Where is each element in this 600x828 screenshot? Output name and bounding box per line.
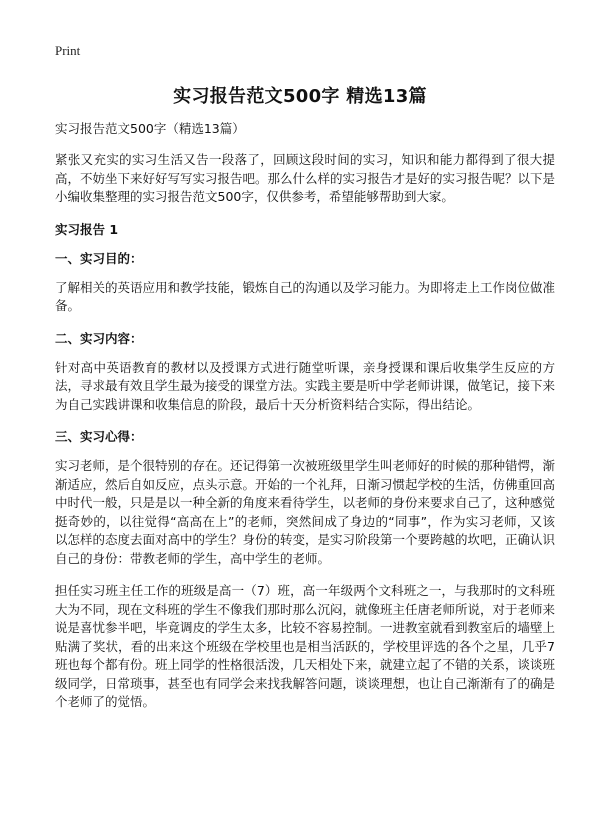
section-paragraph: 实习老师，是个很特别的存在。还记得第一次被班级里学生叫老师好的时候的那种错愕，渐渐适应，然后自如反应，点头示意。开始的一个礼拜，日渐习惯起学校的生活，仿佛重回高中时代一般，只是是以一种全新的角度来看待学生，以老师的身份来要求自己了，这种感觉挺奇妙的，以往觉得“高高在上”的老师，突然间成了身边的“同事”，作为实习老师，又该以怎样的态度去面对高中的学生？身份的转变，是实习阶段第一个要跨越的坎吧，正确认识自己的身份：带教老师的学生，高中学生的老师。 [55, 458, 556, 566]
section-paragraph: 针对高中英语教育的教材以及授课方式进行随堂听课，亲身授课和课后收集学生反应的方法，寻求最有效且学生最为接受的课堂方法。实践主要是听中学老师讲课，做笔记，接下来为自己实践讲课和收集信息的阶段，最后十天分析资料结合实际，得出结论。 [55, 359, 556, 412]
section-paragraph: 了解相关的英语应用和教学技能，锻炼自己的沟通以及学习能力。为即将走上工作岗位做准备。 [55, 279, 556, 313]
print-label[interactable]: Print [55, 43, 81, 58]
document-subtitle: 实习报告范文500字（精选13篇） [55, 121, 245, 136]
section-heading-purpose: 一、实习目的： [55, 250, 143, 266]
document-body [55, 120, 555, 726]
section-heading-experience: 三、实习心得： [55, 429, 143, 444]
report-heading: 实习报告 1 [55, 221, 119, 237]
intro-paragraph: 紧张又充实的实习生活又告一段落了，回顾这段时间的实习，知识和能力都得到了很大提高，不妨坐下来好好写写实习报告吧。那么什么样的实习报告才是好的实习报告呢？以下是小编收集整理的实习报告范文500字，仅供参考，希望能够帮助到大家。 [55, 152, 556, 204]
section-paragraph: 担任实习班主任工作的班级是高一（7）班，高一年级两个文科班之一，与我那时的文科班大为不同，现在文科班的学生不像我们那时那么沉闷，就像班主任唐老师所说，对于老师来说是喜忧参半吧，毕竟调皮的学生太多，比较不容易控制。一进教室就看到教室后的墙壁上贴满了奖状，看的出来这个班级在学校里也是相当活跃的，学校里评选的各个之星，几乎7班也每个都有份。班上同学的性格很活泼，几天相处下来，就建立起了不错的关系，谈谈班级同学，日常琐事，甚至也有同学会来找我解答问题，谈谈理想，也让自己渐渐有了的确是个老师了的觉悟。 [55, 583, 556, 709]
section-heading-content: 二、实习内容： [55, 330, 143, 346]
document-title: 实习报告范文500字 精选13篇 [173, 86, 427, 107]
